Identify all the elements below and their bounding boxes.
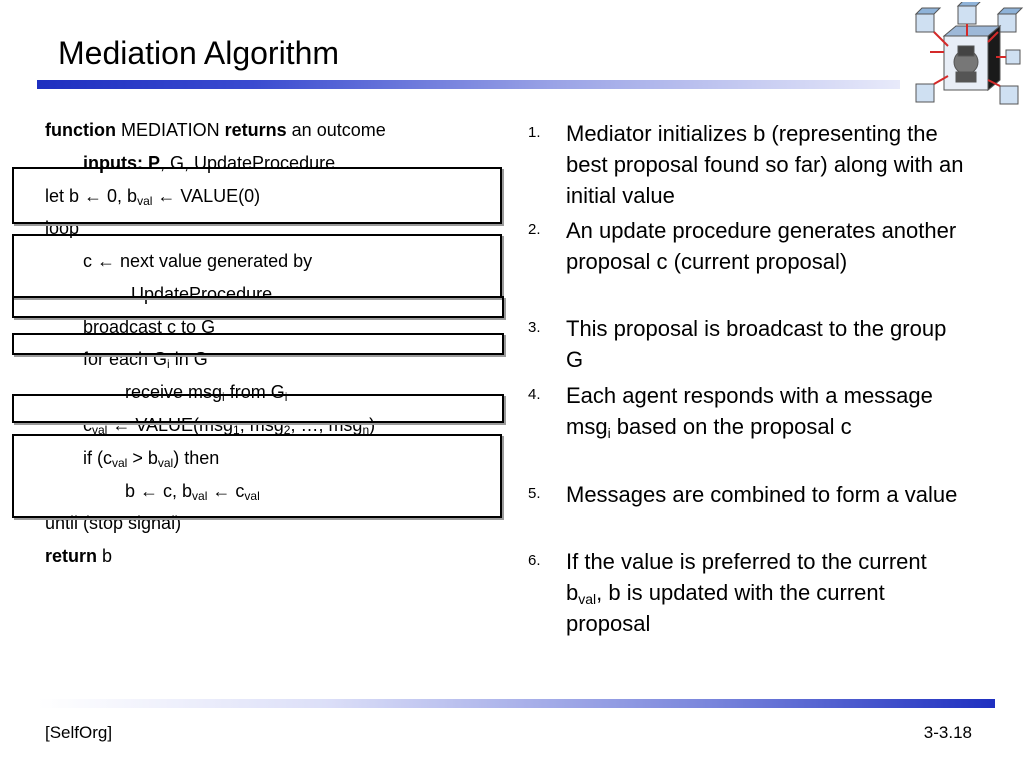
highlight-box-init — [12, 167, 502, 224]
step-text: Messages are combined to form a value — [566, 482, 958, 507]
footer-rule — [38, 699, 995, 708]
code-line-receive: receive msg$_i$ from $G_i$ — [125, 382, 288, 404]
step-text: If the value is preferred to the current $b_{val}$, b is updated with the current proposal — [566, 549, 927, 636]
code-line-for-each: for each $G_i$ in G — [83, 349, 208, 371]
code-line-next-value: c ← next value generated by — [83, 251, 313, 271]
step-number: 3. — [528, 319, 541, 336]
step-number: 1. — [528, 124, 541, 141]
step-number: 5. — [528, 485, 541, 502]
step-text: Mediator initializes b (representing the best proposal found so far) along with an initial value — [566, 121, 964, 208]
step-text: An update procedure generates another proposal c (current proposal) — [566, 218, 957, 274]
footer-source: [SelfOrg] — [45, 723, 113, 742]
title-underline — [37, 80, 900, 89]
code-line-combine: $c_{val}$ ← VALUE(msg$_1$, msg$_2$, …, msg$_n$) — [83, 415, 376, 437]
highlight-box-combine — [12, 394, 504, 423]
step-number: 4. — [528, 386, 541, 403]
code-line-if: if $(c_{val} > b_{val})$ then — [83, 448, 220, 470]
step-number: 2. — [528, 221, 541, 238]
code-line-loop: loop — [45, 218, 80, 238]
code-line-return: return b — [45, 546, 113, 566]
code-line-inputs: inputs: P, G, UpdateProcedure — [83, 153, 336, 173]
step-number: 6. — [528, 552, 541, 569]
highlight-box-broadcast — [12, 296, 504, 318]
step-text: Each agent responds with a message msg$_i$ based on the proposal c — [566, 383, 933, 441]
slide-title: Mediation Algorithm — [58, 35, 340, 71]
code-line-update-best: b ← c, $b_{val}$ ← $c_{val}$ — [125, 481, 260, 503]
code-line-broadcast: broadcast c to G — [83, 317, 216, 337]
code-line-update-procedure: UpdateProcedure — [131, 284, 273, 304]
highlight-box-compare — [12, 434, 502, 518]
slide-number: 3-3.18 — [923, 723, 972, 742]
self-organization-cube-logo — [908, 2, 1024, 110]
highlight-box-receive — [12, 333, 504, 355]
code-line-function: function MEDIATION returns an outcome — [45, 120, 386, 140]
highlight-box-update — [12, 234, 502, 298]
step-text: This proposal is broadcast to the group G — [566, 316, 947, 372]
code-line-init: let b ← 0, $b_{val}$ ← VALUE(0) — [45, 186, 261, 208]
code-line-until: until (stop signal) — [45, 513, 182, 533]
